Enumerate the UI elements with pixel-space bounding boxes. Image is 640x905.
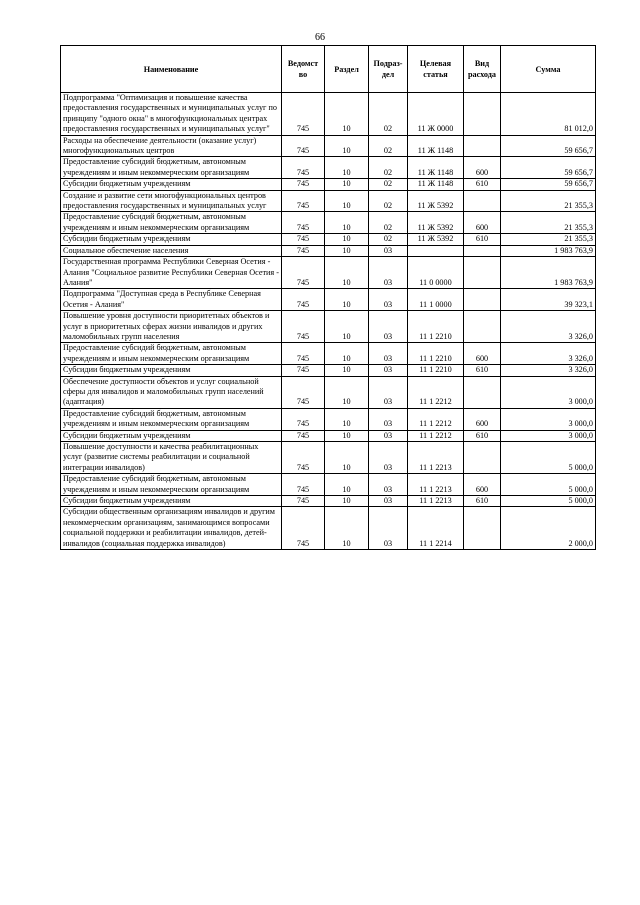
table-row xyxy=(61,179,596,190)
cell-subsection: 03 xyxy=(369,365,408,376)
cell-section: 10 xyxy=(325,157,369,179)
table-header xyxy=(61,46,596,93)
cell-section: 10 xyxy=(325,365,369,376)
cell-subsection: 02 xyxy=(369,212,408,234)
table-row xyxy=(61,93,596,136)
cell-amount: 39 323,1 xyxy=(501,289,596,311)
cell-section: 10 xyxy=(325,245,369,256)
cell-subsection: 03 xyxy=(369,496,408,507)
page-number: 66 xyxy=(315,32,325,43)
cell-department: 745 xyxy=(282,376,325,408)
header-name: Наименование xyxy=(61,46,282,93)
cell-expense-type: 600 xyxy=(464,157,501,179)
cell-name: Субсидии бюджетным учреждениям xyxy=(61,430,282,441)
cell-amount: 3 000,0 xyxy=(501,376,596,408)
cell-name: Обеспечение доступности объектов и услуг социальной сферы для инвалидов и маломобильных групп населений (адаптация) xyxy=(61,376,282,408)
cell-subsection: 03 xyxy=(369,430,408,441)
cell-target: 11 1 2214 xyxy=(408,507,464,550)
cell-amount: 3 000,0 xyxy=(501,408,596,430)
cell-name: Создание и развитие сети многофункциональных центров предоставления государственных и муниципальных услуг xyxy=(61,190,282,212)
cell-name: Социальное обеспечение населения xyxy=(61,245,282,256)
cell-department: 745 xyxy=(282,234,325,245)
cell-section: 10 xyxy=(325,430,369,441)
cell-subsection: 02 xyxy=(369,234,408,245)
cell-subsection: 03 xyxy=(369,245,408,256)
cell-amount: 59 656,7 xyxy=(501,157,596,179)
cell-target: 11 1 2212 xyxy=(408,408,464,430)
cell-amount: 59 656,7 xyxy=(501,135,596,157)
cell-expense-type xyxy=(464,245,501,256)
table-row xyxy=(61,343,596,365)
cell-target: 11 1 2212 xyxy=(408,430,464,441)
cell-section: 10 xyxy=(325,496,369,507)
table-row xyxy=(61,289,596,311)
cell-expense-type: 610 xyxy=(464,234,501,245)
table-row xyxy=(61,234,596,245)
cell-name: Субсидии бюджетным учреждениям xyxy=(61,365,282,376)
cell-target: 11 1 2213 xyxy=(408,496,464,507)
cell-name: Повышение доступности и качества реабилитационных услуг (развитие системы реабилитации и социальной интеграции инвалидов) xyxy=(61,442,282,474)
cell-section: 10 xyxy=(325,442,369,474)
cell-department: 745 xyxy=(282,289,325,311)
table-row xyxy=(61,496,596,507)
cell-target: 11 1 2210 xyxy=(408,365,464,376)
table-row xyxy=(61,442,596,474)
table-row xyxy=(61,311,596,343)
cell-name: Предоставление субсидий бюджетным, автономным учреждениям и иным некоммерческим организациям xyxy=(61,343,282,365)
cell-target: 11 Ж 1148 xyxy=(408,135,464,157)
cell-target: 11 1 2210 xyxy=(408,311,464,343)
cell-department: 745 xyxy=(282,245,325,256)
cell-section: 10 xyxy=(325,212,369,234)
cell-target: 11 Ж 1148 xyxy=(408,179,464,190)
cell-section: 10 xyxy=(325,343,369,365)
cell-target: 11 Ж 1148 xyxy=(408,157,464,179)
cell-department: 745 xyxy=(282,93,325,136)
table-row xyxy=(61,257,596,289)
cell-amount: 21 355,3 xyxy=(501,234,596,245)
header-department: Ведомст во xyxy=(282,46,325,93)
cell-amount: 3 326,0 xyxy=(501,365,596,376)
cell-expense-type: 600 xyxy=(464,474,501,496)
cell-target: 11 1 0000 xyxy=(408,289,464,311)
cell-section: 10 xyxy=(325,135,369,157)
cell-target: 11 Ж 5392 xyxy=(408,212,464,234)
cell-target: 11 Ж 5392 xyxy=(408,190,464,212)
cell-expense-type: 610 xyxy=(464,365,501,376)
cell-target xyxy=(408,245,464,256)
cell-amount: 1 983 763,9 xyxy=(501,245,596,256)
cell-expense-type: 610 xyxy=(464,430,501,441)
cell-section: 10 xyxy=(325,311,369,343)
cell-subsection: 03 xyxy=(369,289,408,311)
cell-department: 745 xyxy=(282,474,325,496)
cell-section: 10 xyxy=(325,376,369,408)
cell-name: Повышение уровня доступности приоритетных объектов и услуг в приоритетных сферах жизни инвалидов и других маломобильных групп населения xyxy=(61,311,282,343)
cell-name: Расходы на обеспечение деятельности (оказание услуг) многофункциональных центров xyxy=(61,135,282,157)
cell-section: 10 xyxy=(325,93,369,136)
cell-department: 745 xyxy=(282,496,325,507)
cell-department: 745 xyxy=(282,442,325,474)
cell-subsection: 02 xyxy=(369,190,408,212)
header-target: Целевая статья xyxy=(408,46,464,93)
cell-target: 11 1 2213 xyxy=(408,474,464,496)
cell-department: 745 xyxy=(282,507,325,550)
cell-section: 10 xyxy=(325,234,369,245)
budget-table xyxy=(60,45,596,550)
cell-subsection: 03 xyxy=(369,408,408,430)
cell-amount: 2 000,0 xyxy=(501,507,596,550)
cell-amount: 5 000,0 xyxy=(501,474,596,496)
header-row xyxy=(61,46,596,93)
table-body xyxy=(61,93,596,550)
cell-name: Предоставление субсидий бюджетным, автономным учреждениям и иным некоммерческим организациям xyxy=(61,157,282,179)
cell-department: 745 xyxy=(282,190,325,212)
cell-name: Субсидии бюджетным учреждениям xyxy=(61,179,282,190)
cell-amount: 3 326,0 xyxy=(501,343,596,365)
cell-amount: 3 000,0 xyxy=(501,430,596,441)
cell-department: 745 xyxy=(282,430,325,441)
cell-expense-type xyxy=(464,135,501,157)
cell-name: Предоставление субсидий бюджетным, автономным учреждениям и иным некоммерческим организациям xyxy=(61,474,282,496)
table-row xyxy=(61,157,596,179)
cell-department: 745 xyxy=(282,179,325,190)
cell-subsection: 03 xyxy=(369,257,408,289)
cell-target: 11 1 2212 xyxy=(408,376,464,408)
table-row xyxy=(61,507,596,550)
cell-name: Государственная программа Республики Северная Осетия - Алания "Социальное развитие Республики Северная Осетия - Алания" xyxy=(61,257,282,289)
cell-expense-type xyxy=(464,190,501,212)
table-row xyxy=(61,245,596,256)
cell-name: Предоставление субсидий бюджетным, автономным учреждениям и иным некоммерческим организациям xyxy=(61,212,282,234)
table-row xyxy=(61,430,596,441)
cell-subsection: 02 xyxy=(369,93,408,136)
cell-expense-type: 610 xyxy=(464,179,501,190)
cell-name: Субсидии общественным организациям инвалидов и другим некоммерческим организациям, занимающимся вопросами социальной поддержки и реабилитации инвалидов, детей-инвалидов (социальная поддержка инвалидов) xyxy=(61,507,282,550)
cell-department: 745 xyxy=(282,157,325,179)
table-row xyxy=(61,135,596,157)
header-section: Раздел xyxy=(325,46,369,93)
cell-department: 745 xyxy=(282,343,325,365)
cell-expense-type xyxy=(464,507,501,550)
cell-target: 11 1 2213 xyxy=(408,442,464,474)
header-amount: Сумма xyxy=(501,46,596,93)
cell-target: 11 Ж 5392 xyxy=(408,234,464,245)
cell-section: 10 xyxy=(325,289,369,311)
cell-expense-type: 600 xyxy=(464,212,501,234)
cell-subsection: 03 xyxy=(369,474,408,496)
cell-department: 745 xyxy=(282,212,325,234)
cell-subsection: 03 xyxy=(369,442,408,474)
cell-expense-type xyxy=(464,376,501,408)
cell-department: 745 xyxy=(282,257,325,289)
cell-amount: 3 326,0 xyxy=(501,311,596,343)
cell-name: Предоставление субсидий бюджетным, автономным учреждениям и иным некоммерческим организациям xyxy=(61,408,282,430)
cell-expense-type xyxy=(464,311,501,343)
cell-expense-type: 610 xyxy=(464,496,501,507)
cell-name: Подпрограмма "Оптимизация и повышение качества предоставления государственных и муниципальных услуг по принципу "одного окна" в многофункциональных центрах предоставления государственных и муниципальных услуг" xyxy=(61,93,282,136)
cell-department: 745 xyxy=(282,408,325,430)
cell-expense-type: 600 xyxy=(464,343,501,365)
cell-subsection: 03 xyxy=(369,507,408,550)
cell-name: Субсидии бюджетным учреждениям xyxy=(61,496,282,507)
cell-subsection: 03 xyxy=(369,376,408,408)
cell-target: 11 1 2210 xyxy=(408,343,464,365)
cell-amount: 5 000,0 xyxy=(501,496,596,507)
cell-department: 745 xyxy=(282,311,325,343)
cell-subsection: 02 xyxy=(369,157,408,179)
cell-expense-type xyxy=(464,442,501,474)
cell-name: Субсидии бюджетным учреждениям xyxy=(61,234,282,245)
cell-name: Подпрограмма "Доступная среда в Республике Северная Осетия - Алания" xyxy=(61,289,282,311)
cell-section: 10 xyxy=(325,190,369,212)
cell-amount: 21 355,3 xyxy=(501,190,596,212)
cell-target: 11 Ж 0000 xyxy=(408,93,464,136)
cell-expense-type xyxy=(464,257,501,289)
cell-section: 10 xyxy=(325,408,369,430)
cell-amount: 1 983 763,9 xyxy=(501,257,596,289)
cell-department: 745 xyxy=(282,365,325,376)
cell-department: 745 xyxy=(282,135,325,157)
header-expense-type: Вид расхода xyxy=(464,46,501,93)
table-row xyxy=(61,408,596,430)
header-subsection: Подраз- дел xyxy=(369,46,408,93)
cell-expense-type xyxy=(464,289,501,311)
cell-section: 10 xyxy=(325,179,369,190)
cell-subsection: 02 xyxy=(369,135,408,157)
cell-section: 10 xyxy=(325,257,369,289)
cell-subsection: 02 xyxy=(369,179,408,190)
cell-expense-type: 600 xyxy=(464,408,501,430)
table-row xyxy=(61,190,596,212)
cell-target: 11 0 0000 xyxy=(408,257,464,289)
table-row xyxy=(61,365,596,376)
table-row xyxy=(61,376,596,408)
cell-section: 10 xyxy=(325,507,369,550)
cell-amount: 21 355,3 xyxy=(501,212,596,234)
cell-subsection: 03 xyxy=(369,311,408,343)
table-row xyxy=(61,474,596,496)
table-row xyxy=(61,212,596,234)
cell-amount: 5 000,0 xyxy=(501,442,596,474)
cell-amount: 81 012,0 xyxy=(501,93,596,136)
cell-section: 10 xyxy=(325,474,369,496)
cell-subsection: 03 xyxy=(369,343,408,365)
cell-amount: 59 656,7 xyxy=(501,179,596,190)
cell-expense-type xyxy=(464,93,501,136)
